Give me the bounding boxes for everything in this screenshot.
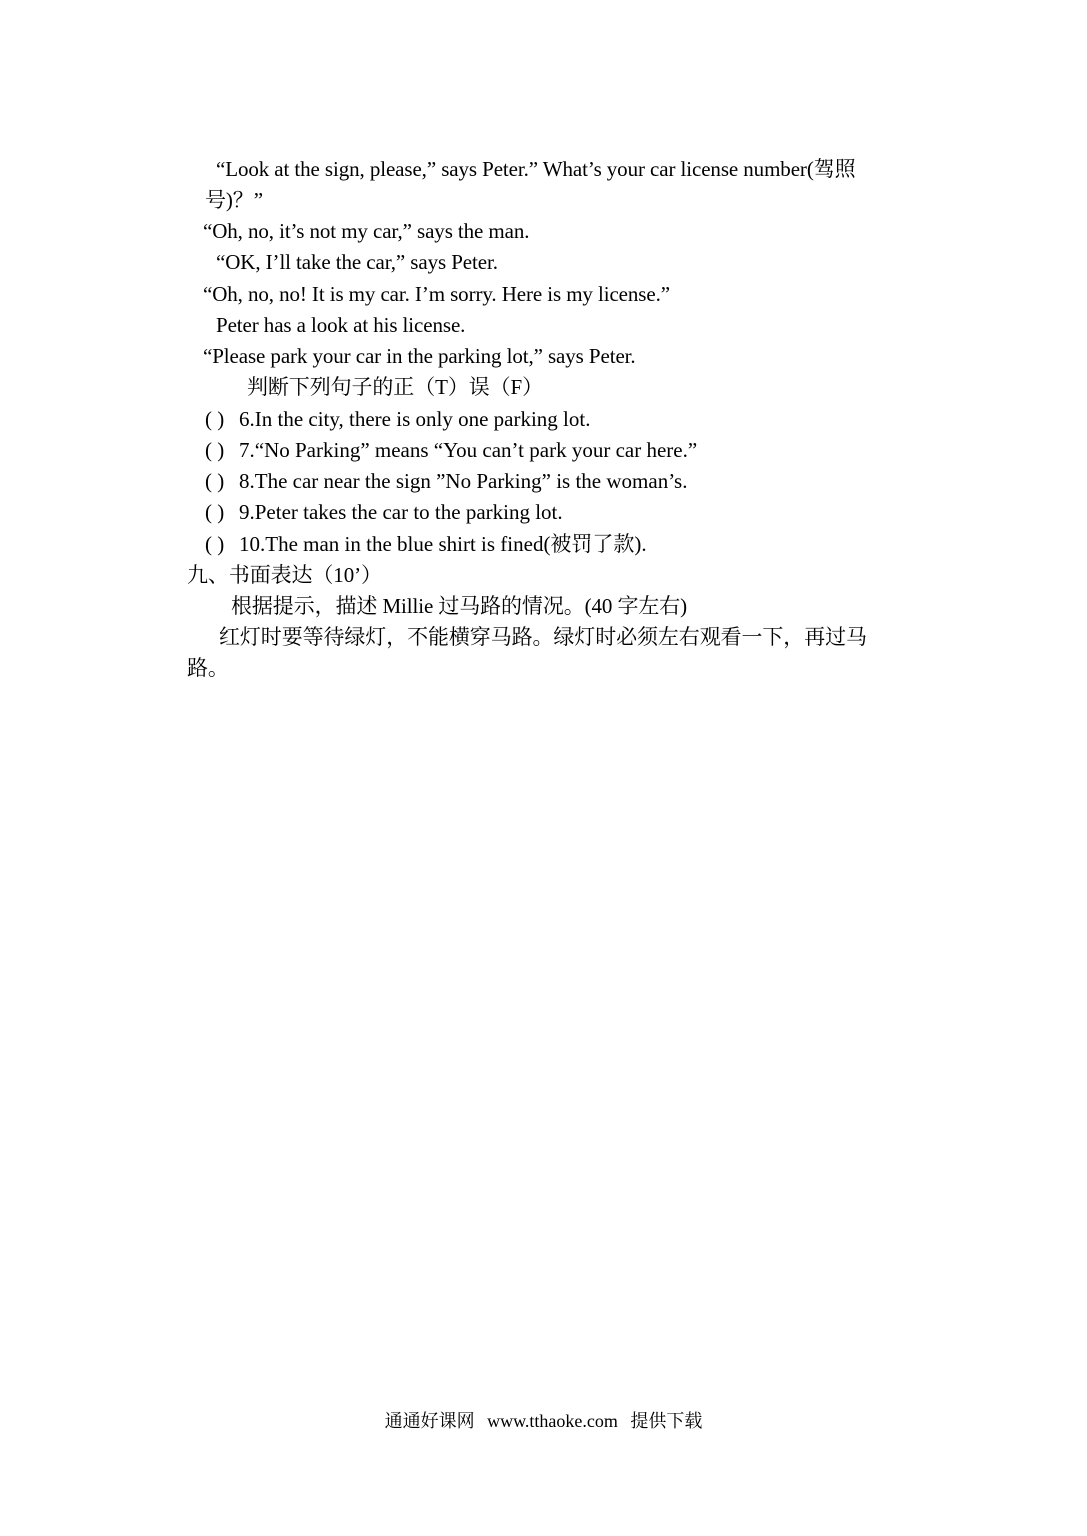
passage-line-5: “Oh, no, no! It is my car. I’m sorry. Here is my license.” (203, 282, 670, 306)
tf-item-text: 9.Peter takes the car to the parking lot. (239, 500, 563, 524)
tf-item-text: 7.“No Parking” means “You can’t park your car here.” (239, 438, 698, 462)
answer-blank[interactable]: ( ) (205, 532, 225, 556)
passage-line-1: “Look at the sign, please,” says Peter.” What’s your car license number(驾照 (216, 157, 856, 181)
footer-site-name: 通通好课网 (384, 1411, 475, 1431)
passage-line-7: “Please park your car in the parking lot,” says Peter. (203, 344, 636, 368)
footer-suffix: 提供下载 (630, 1411, 703, 1431)
writing-hint-line-2: 路。 (187, 656, 229, 680)
passage-line-3: “Oh, no, it’s not my car,” says the man. (203, 219, 530, 243)
writing-heading: 九、书面表达（10’） (187, 563, 382, 587)
passage-line-2: 号)？” (205, 188, 263, 212)
writing-prompt: 根据提示，描述 Millie 过马路的情况。(40 字左右) (231, 594, 688, 618)
passage-line-4: “OK, I’ll take the car,” says Peter. (216, 250, 498, 274)
tf-instruction: 判断下列句子的正（T）误（F） (247, 375, 544, 399)
writing-hint-line-1: 红灯时要等待绿灯，不能横穿马路。绿灯时必须左右观看一下，再过马 (219, 625, 867, 649)
tf-item (205, 467, 687, 495)
tf-item (205, 436, 697, 464)
answer-blank[interactable]: ( ) (205, 407, 225, 431)
passage-line-6: Peter has a look at his license. (216, 313, 466, 337)
tf-item (205, 405, 590, 433)
footer-url[interactable]: www.tthaoke.com (487, 1411, 618, 1431)
tf-item (205, 498, 563, 526)
tf-item (205, 530, 647, 558)
page-footer (0, 1408, 1087, 1434)
answer-blank[interactable]: ( ) (205, 438, 225, 462)
answer-blank[interactable]: ( ) (205, 500, 225, 524)
tf-item-text: 10.The man in the blue shirt is fined(被罚了款). (239, 532, 647, 556)
tf-item-text: 8.The car near the sign ”No Parking” is the woman’s. (239, 469, 688, 493)
answer-blank[interactable]: ( ) (205, 469, 225, 493)
tf-item-text: 6.In the city, there is only one parking lot. (239, 407, 591, 431)
